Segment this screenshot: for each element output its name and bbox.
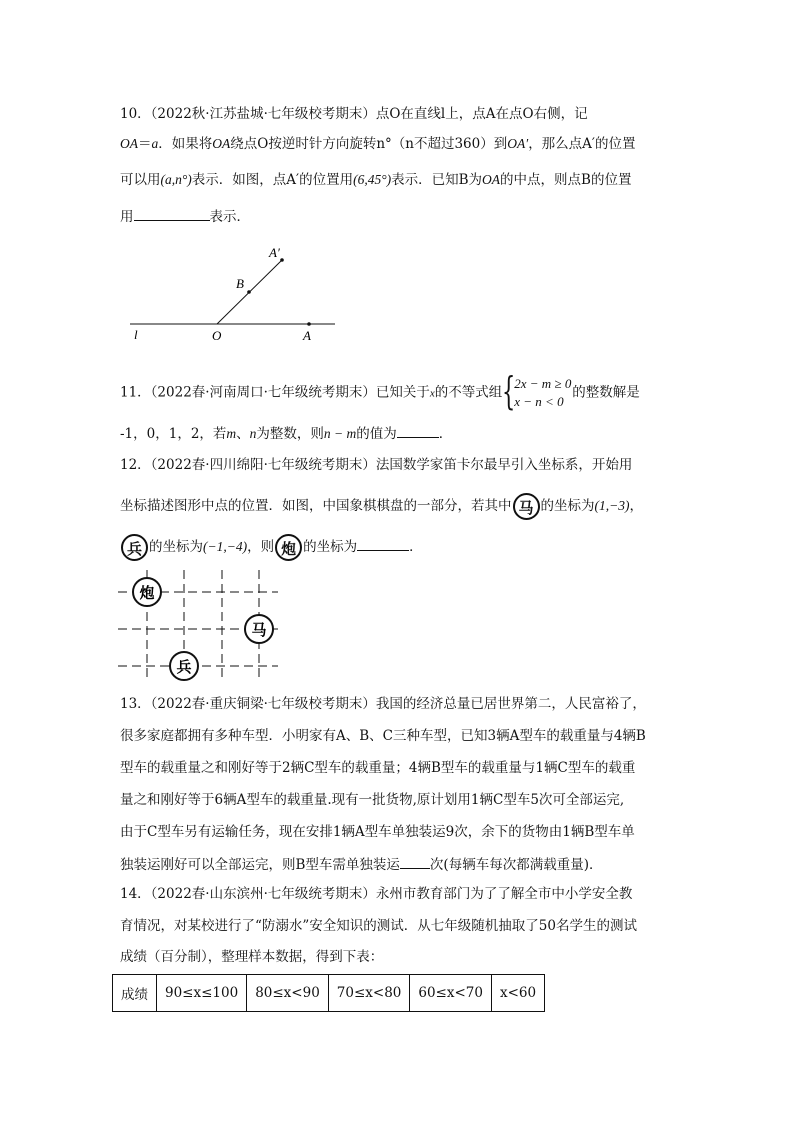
point-a — [307, 322, 311, 326]
q14-line-2: 育情况，对某校进行了“防溺水”安全知识的测试．从七年级随机抽取了50名学生的测试 — [120, 918, 637, 934]
point-b — [247, 290, 251, 294]
soldier-piece — [170, 652, 198, 680]
q10-line-4: 用 表示． — [120, 206, 250, 227]
label-a-prime: A′ — [269, 245, 280, 260]
cannon-piece-icon: 炮 — [275, 534, 302, 561]
q12-line-1: 12．（2022春·四川绵阳·七年级统考期末）法国数学家笛卡尔最早引入坐标系，开始用 — [120, 457, 633, 473]
label-l: l — [134, 327, 138, 342]
q13-line-3: 型车的载重量之和刚好等于2辆C型车的载重量；4辆B型车的载重量与1辆C型车的载重 — [120, 760, 636, 776]
table-cell: 80≤x<90 — [247, 975, 329, 1012]
horse-piece — [245, 615, 273, 643]
chess-board-figure — [118, 570, 288, 682]
q10-answer-blank[interactable] — [134, 206, 210, 221]
table-cell: 70≤x<80 — [328, 975, 410, 1012]
q13-answer-blank[interactable] — [400, 854, 430, 869]
q10-angle-figure — [120, 240, 350, 350]
svg-text:马: 马 — [251, 623, 267, 639]
q14-line-3: 成绩（百分制），整理样本数据，得到下表： — [120, 949, 384, 965]
inequality-system: { 2x − m ≥ 0 x − n < 0 — [502, 369, 572, 413]
q12-line-3: 兵 的坐标为(−1,−4)，则 炮 的坐标为 ． — [120, 534, 423, 561]
cannon-piece — [133, 578, 161, 606]
q12-line-2: 坐标描述图形中点的位置．如图，中国象棋棋盘的一部分，若其中 马 的坐标为(1,−3)， — [120, 493, 643, 520]
table-cell: 90≤x≤100 — [157, 975, 247, 1012]
soldier-piece-icon: 兵 — [121, 534, 148, 561]
q13-line-1: 13．（2022春·重庆铜梁·七年级校考期末）我国的经济总量已居世界第二，人民富裕了， — [120, 696, 646, 712]
table-row — [113, 975, 545, 1012]
label-o: O — [212, 328, 222, 343]
q11-line-1: 11．（2022春·河南周口·七年级统考期末）已知关于x的不等式组 { 2x − m ≥ 0 x − n < 0 的整数解是 — [120, 369, 640, 413]
table-cell: 60≤x<70 — [410, 975, 492, 1012]
q12-answer-blank[interactable] — [357, 536, 409, 551]
table-cell: x<60 — [491, 975, 544, 1012]
svg-text:兵: 兵 — [176, 660, 192, 676]
q11-answer-blank[interactable] — [397, 423, 439, 438]
q10-line-2: OA＝a．如果将OA绕点O按逆时针方向旋转n°（n不超过360）到OA′，那么点A′的位置 — [120, 136, 636, 152]
point-a-prime — [280, 258, 284, 262]
score-table — [112, 974, 545, 1012]
q10-line-3: 可以用(a,n°)表示．如图，点A′的位置用(6,45°)表示．已知B为OA的中点，则点B的位置 — [120, 172, 632, 188]
label-b: B — [236, 276, 244, 291]
svg-text:炮: 炮 — [139, 586, 155, 602]
q10-line-1: 10．（2022秋·江苏盐城·七年级校考期末）点O在直线l上，点A在点O右侧，记 — [120, 106, 588, 122]
table-cell: 成绩 — [113, 975, 157, 1012]
q11-line-2: -1，0，1，2，若m、n为整数，则n − m的值为 ． — [120, 423, 452, 444]
label-a: A — [303, 328, 311, 343]
horse-piece-icon: 马 — [513, 493, 540, 520]
q13-line-4: 量之和刚好等于6辆A型车的载重量.现有一批货物,原计划用1辆C型车5次可全部运完, — [120, 792, 625, 808]
q13-line-6: 独装运刚好可以全部运完，则B型车需单独装运 次(每辆车每次都满载重量)． — [120, 854, 602, 875]
q13-line-2: 很多家庭都拥有多种车型．小明家有A、B、C三种车型，已知3辆A型车的载重量与4辆B — [120, 728, 646, 744]
q14-line-1: 14．（2022春·山东滨州·七年级统考期末）永州市教育部门为了了解全市中小学安全教 — [120, 886, 633, 902]
q13-line-5: 由于C型车另有运输任务，现在安排1辆A型车单独装运9次，余下的货物由1辆B型车单 — [120, 824, 635, 840]
